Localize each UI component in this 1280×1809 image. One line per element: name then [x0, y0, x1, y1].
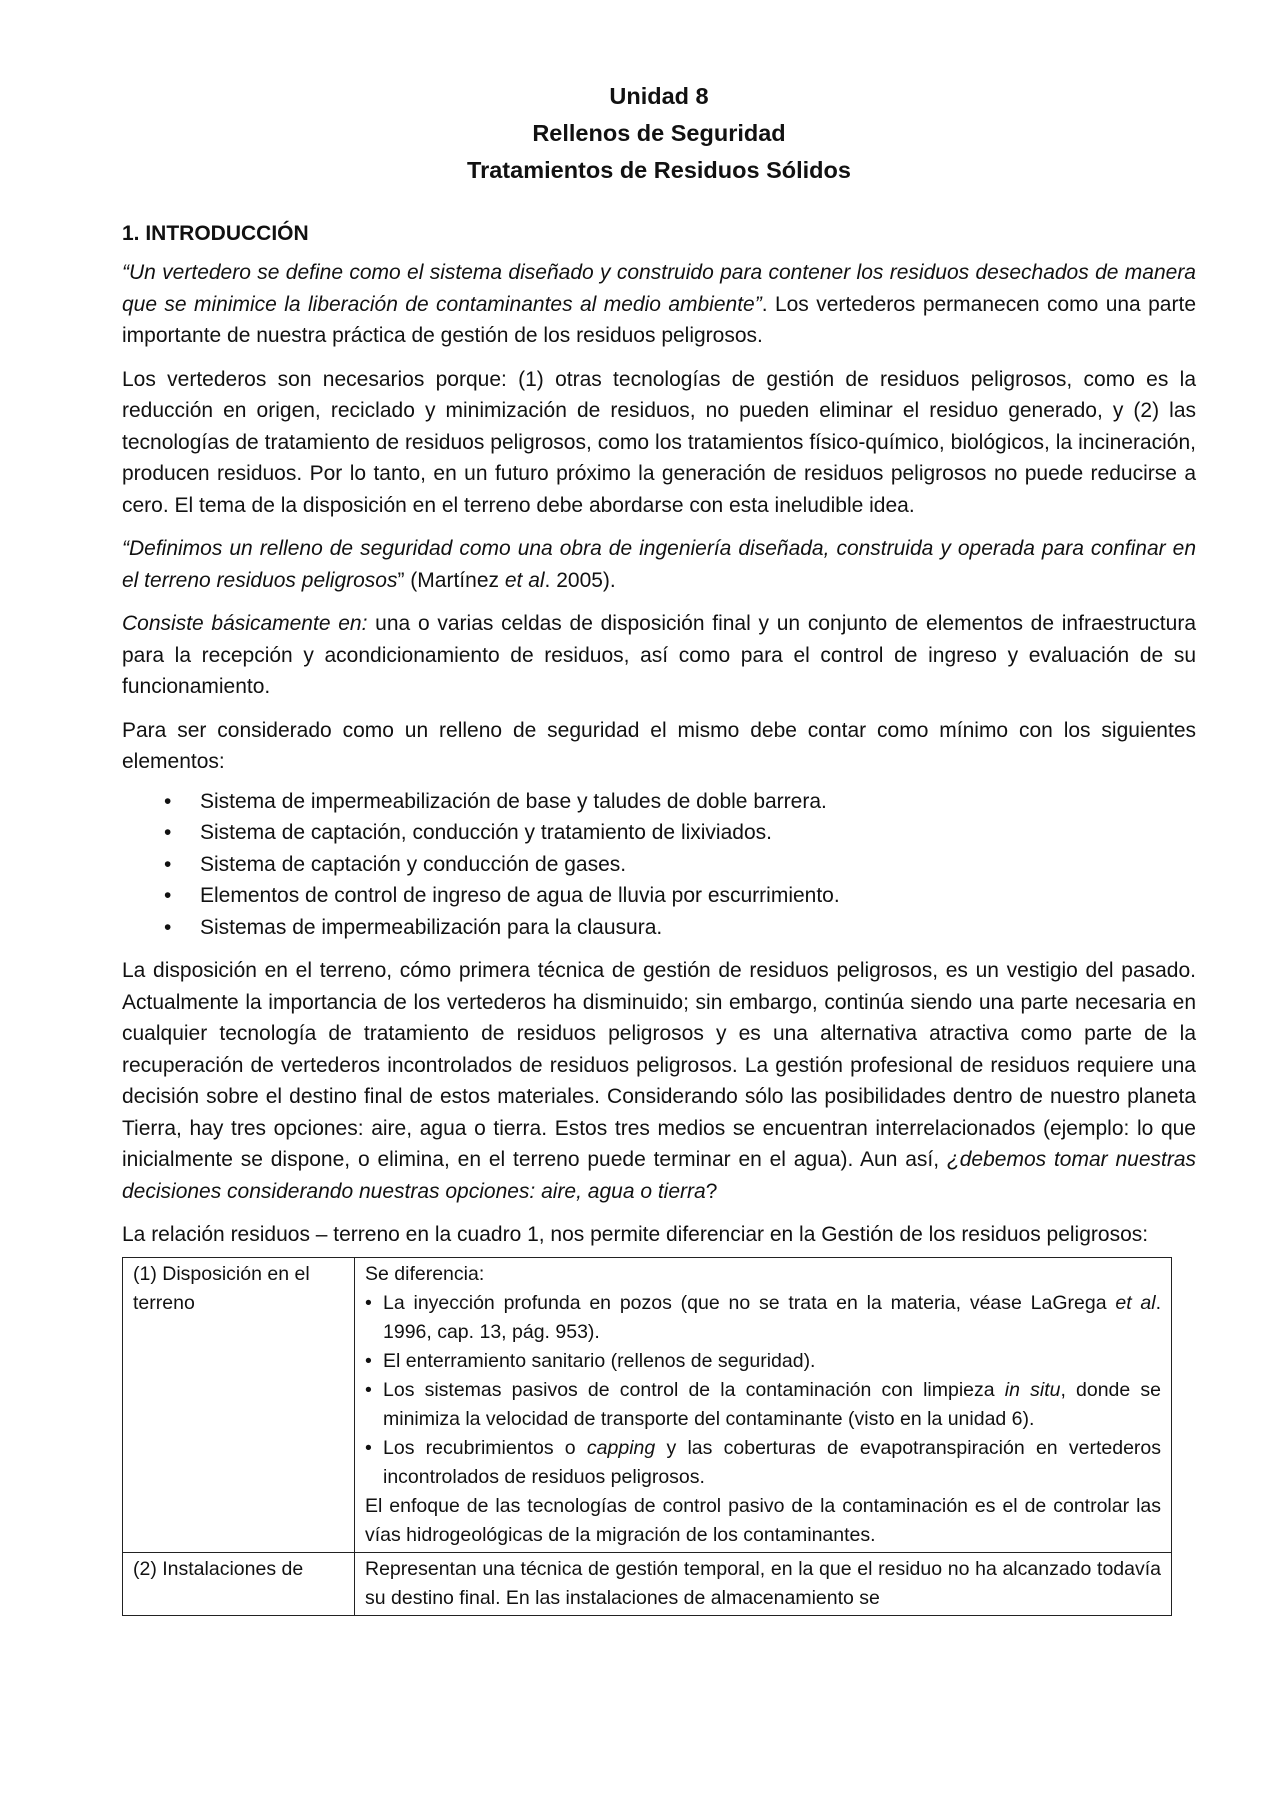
bullet-icon: • [164, 789, 172, 813]
intro-paragraph [122, 257, 1196, 352]
disposal-text: La disposición en el terreno, cómo primera técnica de gestión de residuos peligrosos, es un vestigio del pasado. Actualmente la importancia de los vertederos ha disminuido; sin embargo, continúa siendo una parte necesaria en cualquier tecnología de tratamiento de residuos peligrosos y es una alternativa atractiva como parte de la recuperación de vertederos incontrolados de residuos peligrosos. La gestión profesional de residuos requiere una decisión sobre el destino final de estos materiales. Considerando sólo las posibilidades dentro de nuestro planeta Tierra, hay tres opciones: aire, agua o tierra. Estos tres medios se encuentran interrelacionados (ejemplo: lo que inicialmente se dispone, o elimina, en el terreno puede terminar en el agua). Aun así, [122, 959, 1196, 1171]
bullet-icon: • [164, 915, 172, 939]
cell-intro: Se diferencia: [365, 1262, 485, 1285]
list-item-text: Sistemas de impermeabilización para la clausura. [200, 915, 663, 939]
bullet-icon: • [164, 852, 172, 876]
list-item-text: Sistema de captación y conducción de gases. [200, 852, 627, 876]
bullet-icon: • [164, 884, 172, 907]
bullet-icon: • [365, 1349, 372, 1372]
cell-bullet-text: Los recubrimientos o [383, 1436, 587, 1459]
document-title: Rellenos de Seguridad [532, 120, 786, 146]
list-item [122, 912, 1196, 944]
cell-bullet-insitu: in situ [1004, 1378, 1061, 1401]
cell-bullet-item [365, 1347, 1161, 1376]
necessity-paragraph: Los vertederos son necesarios porque: (1) otras tecnologías de gestión de residuos peligrosos, como es la reducción en origen, reciclado y minimización de residuos, no pueden eliminar el residuo generado, y (2) las tecnologías de tratamiento de residuos peligrosos, como los tratamientos físico-químico, biológicos, la incineración, producen residuos. Por lo tanto, en un futuro próximo la generación de residuos peligrosos no puede reducirse a cero. El tema de la disposición en el terreno debe abordarse con esta ineludible idea. [122, 367, 1196, 517]
table-intro-paragraph: La relación residuos – terreno en la cuadro 1, nos permite diferenciar en la Gestión de los residuos peligrosos: [122, 1223, 1149, 1246]
bullet-icon: • [365, 1436, 372, 1459]
cell-bullet-rest: . 1996, cap. 13, pág. 953). [383, 1291, 1161, 1343]
table-row [123, 1257, 1172, 1552]
section-heading: 1. INTRODUCCIÓN [122, 222, 309, 245]
intro-paragraph-rest: . Los vertederos permanecen como una parte importante de nuestra práctica de gestión de los residuos peligrosos. [122, 292, 1196, 347]
cell-bullet-item [365, 1434, 1161, 1492]
cell-bullet-item [365, 1376, 1161, 1434]
disposal-question-mark: ? [705, 1179, 718, 1203]
citation-prefix: ” (Martínez [397, 568, 505, 592]
row-label-cell: (1) Disposición en el terreno [123, 1257, 355, 1552]
consists-label: Consiste básicamente en: [122, 612, 368, 635]
disposal-paragraph [122, 955, 1196, 1207]
row-label-cell: (2) Instalaciones de [123, 1552, 355, 1615]
list-item-text: Sistema de captación, conducción y tratamiento de lixiviados. [200, 821, 772, 844]
cell-bullet-text: El enterramiento sanitario (rellenos de seguridad). [383, 1349, 816, 1372]
list-item-text: Sistema de impermeabilización de base y taludes de doble barrera. [200, 789, 827, 813]
relleno-definition-quote: “Definimos un relleno de seguridad como una obra de ingeniería diseñada, construida y operada para confinar en el terreno residuos peligrosos [122, 537, 1196, 592]
title-block [122, 78, 1196, 189]
bullet-icon: • [164, 821, 172, 844]
consists-text: una o varias celdas de disposición final y un conjunto de elementos de infraestructura para la recepción y acondicionamiento de residuos, así como para el control de ingreso y evaluación de su funcionamiento. [122, 612, 1196, 698]
requirements-paragraph: Para ser considerado como un relleno de seguridad el mismo debe contar como mínimo con los siguientes elementos: [122, 718, 1196, 773]
cell-bullet-text: Los sistemas pasivos de control de la contaminación con limpieza [383, 1378, 1005, 1401]
cell-bullet-rest: y las coberturas de evapotranspiración en vertederos incontrolados de residuos peligrosos. [383, 1436, 1162, 1488]
citation-year: . 2005). [544, 568, 616, 592]
list-item [122, 786, 1196, 818]
list-item [122, 880, 1196, 912]
list-item [122, 849, 1196, 881]
consists-paragraph [122, 608, 1196, 703]
table-row [123, 1552, 1172, 1615]
row-content-cell: Representan una técnica de gestión temporal, en la que el residuo no ha alcanzado todavía su destino final. En las instalaciones de almacenamiento se [355, 1552, 1172, 1615]
cell-bullet-rest: , donde se minimiza la velocidad de transporte del contaminante (visto en la unidad 6). [383, 1378, 1161, 1430]
bullet-icon: • [365, 1291, 372, 1314]
list-item [122, 817, 1196, 849]
citation-etal: et al [504, 568, 545, 592]
document-subtitle: Tratamientos de Residuos Sólidos [467, 157, 851, 183]
list-item-text: Elementos de control de ingreso de agua de lluvia por escurrimiento. [200, 884, 840, 907]
definition-paragraph [122, 533, 1196, 596]
waste-land-table [122, 1257, 1172, 1616]
vertedero-definition-quote: “Un vertedero se define como el sistema diseñado y construido para contener los residuos desechados de manera que se minimice la liberación de contaminantes al medio ambiente” [122, 261, 1196, 316]
cell-closing: El enfoque de las tecnologías de control pasivo de la contaminación es el de controlar las vías hidrogeológicas de la migración de los contaminantes. [365, 1494, 1161, 1546]
cell-bullet-item [365, 1289, 1161, 1347]
requirements-list [122, 786, 1196, 944]
cell-bullet-text: La inyección profunda en pozos (que no se trata en la materia, véase LaGrega [383, 1291, 1116, 1314]
cell-bullet-etal: et al [1115, 1291, 1156, 1314]
cell-bullet-capping: capping [586, 1436, 656, 1459]
bullet-icon: • [365, 1378, 372, 1401]
unit-title: Unidad 8 [609, 83, 709, 109]
row-content-cell [355, 1257, 1172, 1552]
disposal-question: ¿debemos tomar nuestras decisiones considerando nuestras opciones: aire, agua o tierra [122, 1148, 1197, 1203]
